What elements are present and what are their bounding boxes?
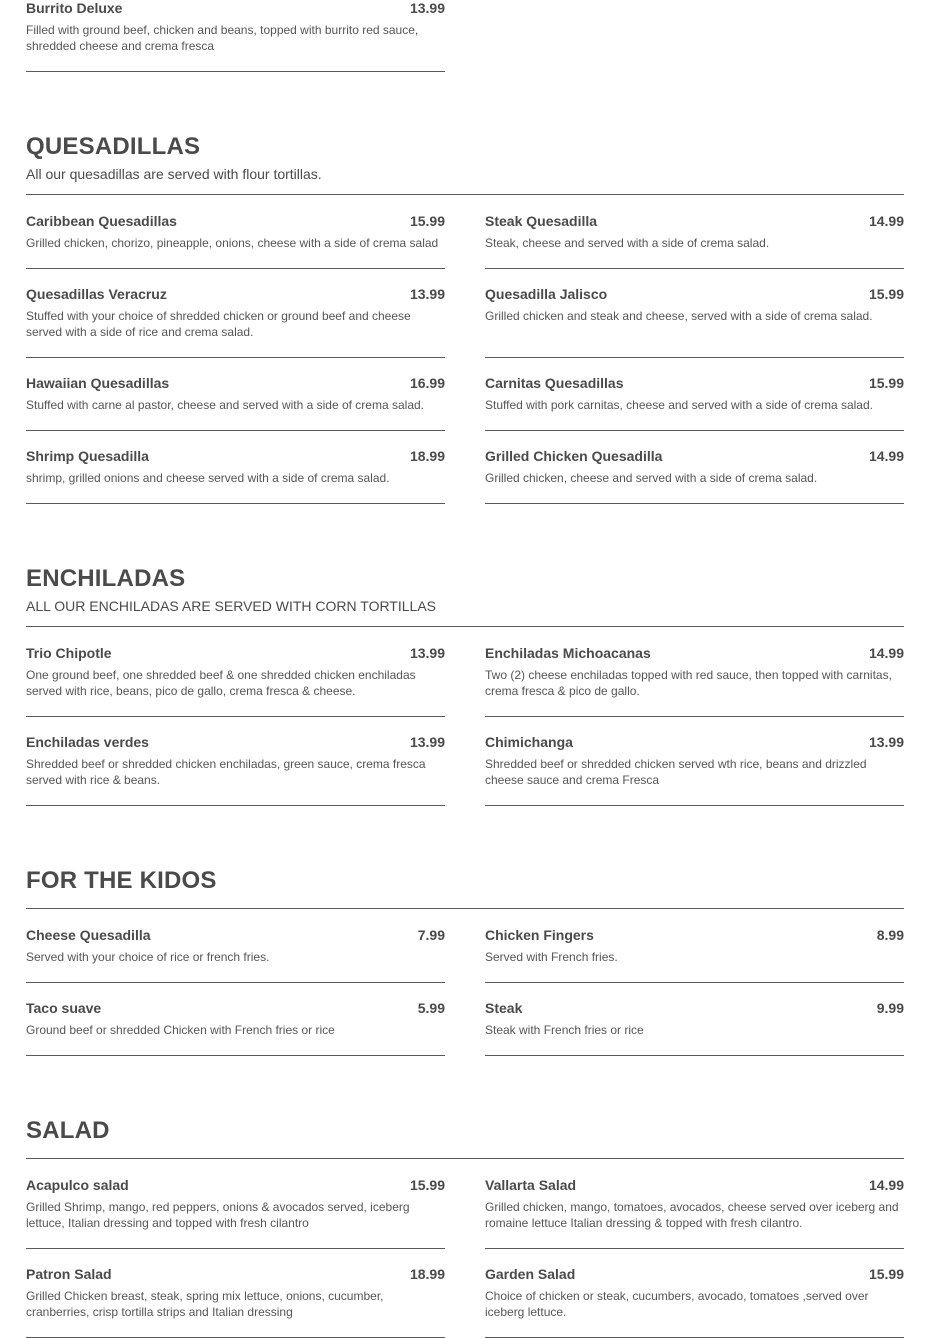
item-price: 5.99: [417, 1000, 445, 1016]
item-name: Chimichanga: [485, 734, 573, 750]
item-price: 7.99: [417, 927, 445, 943]
item-price: 18.99: [409, 1266, 445, 1282]
item-description: Grilled chicken, cheese and served with a side of crema salad.: [485, 471, 818, 485]
item-name: Vallarta Salad: [485, 1177, 577, 1193]
item-price: 15.99: [409, 213, 445, 229]
item-price: 15.99: [409, 1177, 445, 1193]
menu-item[interactable]: [26, 1000, 445, 1038]
item-name: Hawaiian Quesadillas: [26, 375, 170, 391]
section-divider: [26, 194, 904, 195]
item-name: Trio Chipotle: [26, 645, 112, 661]
item-divider: [485, 430, 904, 431]
item-divider: [485, 268, 904, 269]
item-name: Steak Quesadilla: [485, 213, 598, 229]
item-description: Grilled Shrimp, mango, red peppers, onions & avocados served, iceberg lettuce, Italian dressing and topped with fresh cilantro: [26, 1200, 410, 1230]
item-description: Shredded beef or shredded chicken served wth rice, beans and drizzled cheese sauce and crema Fresca: [485, 757, 867, 787]
section-subtitle-quesadillas: All our quesadillas are served with flour tortillas.: [26, 166, 322, 182]
item-description: Filled with ground beef, chicken and beans, topped with burrito red sauce, shredded cheese and crema fresca: [26, 23, 419, 53]
item-divider: [485, 503, 904, 504]
item-price: 13.99: [409, 734, 445, 750]
item-name: Quesadilla Jalisco: [485, 286, 608, 302]
menu-item[interactable]: [485, 1266, 904, 1320]
menu-item[interactable]: [485, 1000, 904, 1038]
item-name: Garden Salad: [485, 1266, 576, 1282]
menu-item[interactable]: [485, 645, 904, 699]
item-name: Steak: [485, 1000, 523, 1016]
menu-item[interactable]: [485, 1177, 904, 1231]
item-name: Patron Salad: [26, 1266, 112, 1282]
menu-item[interactable]: [485, 927, 904, 965]
item-price: 14.99: [868, 645, 904, 661]
item-description: shrimp, grilled onions and cheese served with a side of crema salad.: [26, 471, 390, 485]
section-divider: [26, 626, 904, 627]
item-price: 16.99: [409, 375, 445, 391]
item-description: Grilled chicken, chorizo, pineapple, onions, cheese with a side of crema salad: [26, 236, 439, 250]
item-description: Served with French fries.: [485, 950, 618, 964]
item-price: 8.99: [876, 927, 904, 943]
item-divider: [26, 1248, 445, 1249]
item-name: Quesadillas Veracruz: [26, 286, 167, 302]
item-description: Stuffed with pork carnitas, cheese and served with a side of crema salad.: [485, 398, 873, 412]
item-divider: [26, 268, 445, 269]
item-divider: [26, 805, 445, 806]
item-name: Taco suave: [26, 1000, 102, 1016]
item-price: 18.99: [409, 448, 445, 464]
item-divider: [26, 71, 445, 72]
item-description: Grilled Chicken breast, steak, spring mix lettuce, onions, cucumber, cranberries, crisp tortilla strips and Italian dressing: [26, 1289, 384, 1319]
section-title-quesadillas: QUESADILLAS: [26, 133, 201, 160]
section-divider: [26, 908, 904, 909]
item-price: 13.99: [409, 645, 445, 661]
menu-item[interactable]: [485, 375, 904, 413]
item-description: Served with your choice of rice or french fries.: [26, 950, 270, 964]
menu-item[interactable]: [485, 448, 904, 486]
item-name: Grilled Chicken Quesadilla: [485, 448, 663, 464]
menu-item[interactable]: [26, 1266, 445, 1320]
menu-item[interactable]: [485, 286, 904, 324]
item-divider: [26, 716, 445, 717]
item-price: 13.99: [409, 0, 445, 16]
menu-item[interactable]: [26, 375, 445, 413]
item-description: Stuffed with carne al pastor, cheese and served with a side of crema salad.: [26, 398, 425, 412]
menu-item[interactable]: [26, 448, 445, 486]
item-price: 9.99: [876, 1000, 904, 1016]
section-divider: [26, 1158, 904, 1159]
item-divider: [485, 982, 904, 983]
item-divider: [26, 430, 445, 431]
item-name: Enchiladas verdes: [26, 734, 149, 750]
item-price: 15.99: [868, 375, 904, 391]
item-name: Caribbean Quesadillas: [26, 213, 177, 229]
section-title-salad: SALAD: [26, 1117, 110, 1144]
section-title-kids: FOR THE KIDOS: [26, 867, 217, 894]
item-description: Choice of chicken or steak, cucumbers, avocado, tomatoes ,served over iceberg lettuce.: [485, 1289, 869, 1319]
item-description: Two (2) cheese enchiladas topped with red sauce, then topped with carnitas, crema fresca & pico de gallo.: [485, 668, 892, 698]
menu-item[interactable]: [485, 213, 904, 251]
item-description: Ground beef or shredded Chicken with French fries or rice: [26, 1023, 335, 1037]
item-name: Enchiladas Michoacanas: [485, 645, 651, 661]
menu-item[interactable]: [26, 1177, 445, 1231]
item-divider: [26, 503, 445, 504]
item-name: Burrito Deluxe: [26, 0, 123, 16]
item-name: Carnitas Quesadillas: [485, 375, 624, 391]
item-divider: [26, 1055, 445, 1056]
item-price: 14.99: [868, 1177, 904, 1193]
item-name: Shrimp Quesadilla: [26, 448, 149, 464]
item-description: Shredded beef or shredded chicken enchiladas, green sauce, crema fresca served with rice & beans.: [26, 757, 426, 787]
item-price: 13.99: [409, 286, 445, 302]
item-description: Grilled chicken, mango, tomatoes, avocados, cheese served over iceberg and romaine lettuce Italian dressing & topped with fresh cilantro.: [485, 1200, 899, 1230]
item-divider: [485, 1248, 904, 1249]
menu-item[interactable]: [26, 0, 445, 54]
item-description: One ground beef, one shredded beef & one shredded chicken enchiladas served with rice, beans, pico de gallo, crema fresca & cheese.: [26, 668, 416, 698]
menu-item[interactable]: [26, 286, 445, 340]
item-divider: [485, 1055, 904, 1056]
menu-item[interactable]: [26, 927, 445, 965]
item-price: 14.99: [868, 448, 904, 464]
item-price: 13.99: [868, 734, 904, 750]
item-description: Stuffed with your choice of shredded chicken or ground beef and cheese served with a side of rice and crema salad.: [26, 309, 411, 339]
menu-item[interactable]: [485, 734, 904, 788]
item-price: 15.99: [868, 1266, 904, 1282]
item-description: Steak, cheese and served with a side of crema salad.: [485, 236, 770, 250]
item-divider: [485, 716, 904, 717]
menu-item[interactable]: [26, 213, 445, 251]
section-subtitle-enchiladas: ALL OUR ENCHILADAS ARE SERVED WITH CORN TORTILLAS: [26, 598, 436, 614]
item-price: 14.99: [868, 213, 904, 229]
section-title-enchiladas: ENCHILADAS: [26, 565, 186, 592]
item-description: Grilled chicken and steak and cheese, served with a side of crema salad.: [485, 309, 873, 323]
menu-item[interactable]: [26, 734, 445, 788]
item-divider: [485, 805, 904, 806]
item-divider: [485, 357, 904, 358]
item-price: 15.99: [868, 286, 904, 302]
item-name: Acapulco salad: [26, 1177, 129, 1193]
item-divider: [26, 982, 445, 983]
item-divider: [26, 357, 445, 358]
item-description: Steak with French fries or rice: [485, 1023, 644, 1037]
item-name: Cheese Quesadilla: [26, 927, 151, 943]
item-name: Chicken Fingers: [485, 927, 594, 943]
menu-item[interactable]: [26, 645, 445, 699]
